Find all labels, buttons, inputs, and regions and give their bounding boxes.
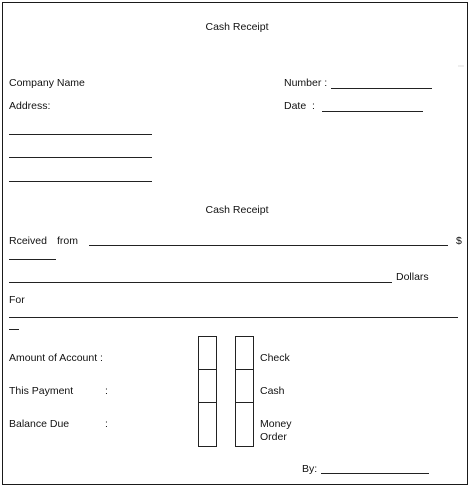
order-label: Order	[260, 431, 287, 443]
balance-due-label: Balance Due	[9, 418, 70, 430]
dollar-sign: $	[456, 235, 462, 247]
number-label: Number :	[284, 77, 328, 89]
amount-words-line[interactable]	[9, 282, 392, 283]
number-field-line[interactable]	[331, 88, 432, 89]
money-label: Money	[260, 418, 292, 430]
receipt-title: Cash Receipt	[205, 21, 269, 33]
this-payment-label: This Payment	[9, 385, 74, 397]
signature-line[interactable]	[321, 473, 429, 474]
corner-mark-icon: ⋯	[458, 64, 464, 70]
amount-box-divider-2	[198, 402, 217, 403]
for-line-continuation[interactable]	[9, 329, 19, 330]
company-name-label: Company Name	[9, 77, 85, 89]
address-line-1[interactable]	[9, 134, 152, 135]
payment-method-boxes[interactable]	[235, 336, 254, 447]
method-box-divider-2	[235, 402, 254, 403]
received-label: Rceived	[9, 235, 47, 247]
this-payment-colon: :	[105, 385, 108, 397]
received-from-line[interactable]	[89, 245, 448, 246]
address-line-3[interactable]	[9, 181, 152, 182]
amount-box-divider-1	[198, 369, 217, 370]
dollars-label: Dollars	[396, 271, 429, 283]
balance-due-colon: :	[105, 418, 108, 430]
amount-figure-line[interactable]	[9, 259, 56, 260]
date-label: Date :	[284, 100, 315, 112]
amount-of-account-label: Amount of Account :	[9, 352, 103, 364]
address-label: Address:	[9, 100, 51, 112]
amount-boxes[interactable]	[198, 336, 217, 447]
for-line[interactable]	[9, 317, 458, 318]
date-field-line[interactable]	[322, 111, 423, 112]
section-title: Cash Receipt	[205, 204, 269, 216]
for-label: For	[9, 294, 25, 306]
method-box-divider-1	[235, 369, 254, 370]
from-label: from	[57, 235, 78, 247]
cash-label: Cash	[260, 385, 285, 397]
address-line-2[interactable]	[9, 157, 152, 158]
check-label: Check	[260, 352, 290, 364]
by-label: By:	[302, 463, 318, 475]
